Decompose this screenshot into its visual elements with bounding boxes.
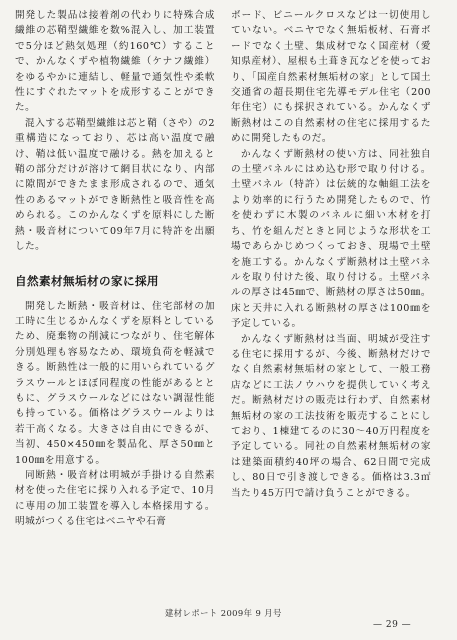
paragraph: 同断熱・吸音材は明城が手掛ける自然素材を使った住宅に採り入れる予定で、10月に専用の加工装置を導入し本格採用する。明城がつくる住宅はベニヤや石膏 bbox=[15, 469, 215, 528]
section-heading: 自然素材無垢材の家に採用 bbox=[15, 273, 159, 288]
paragraph: かんなくず断熱材は当面、明城が受注する住宅に採用するが、今後、断熱材だけでなく自然素材無垢材の家として、一般工務店などに工法ノウハウを提供していく考えだ。断熱材だけの販売は行わず、自然素材無垢材の家の工法技術を販売することにしており、1棟建てるのに30～40万円程度を予定している。同社の自然素材無垢材の家は建築面積約40坪の場合、62日間で完成し、80日で引き渡しできる。価格は3.3㎡当たり45万円で請け負うことができる。 bbox=[231, 333, 431, 499]
paragraph: 混入する芯鞘型繊維は芯と鞘（さや）の2重構造になっており、芯は高い温度で融け、鞘は低い温度で融ける。熱を加えると鞘の部分だけが溶けて網目状になり、内部に隙間ができたまま形成されるので、通気性のあるマットができ断熱性と吸音性を高められる。このかんなくずを原料にした断熱・吸音材について09年7月に特許を出願した。 bbox=[15, 117, 215, 253]
paragraph: かんなくず断熱材の使い方は、同社独自の土壁パネルにはめ込む形で取り付ける。土壁パネル（特許）は伝統的な軸組工法をより効率的に行うため開発したもので、竹を使わずに木製のパネルに細い木材を打ち、竹を組んだときと同じような形状を工場であらかじめつくっておき、現場で土壁を施工する。かんなくず断熱材は土壁パネルを取り付けた後、取り付ける。土壁パネルの厚さは45㎜で、断熱材の厚さは50㎜。床と天井に入れる断熱材の厚さは100㎜を予定している。 bbox=[231, 148, 431, 330]
page-number: — 29 — bbox=[373, 620, 412, 630]
journal-footer: 建材レポート 2009年 9 月号 bbox=[165, 608, 282, 618]
paragraph: ボード、ビニールクロスなどは一切使用していない。ベニヤでなく無垢板材、石膏ボードでなく土壁、集成材でなく国産材（愛知県産材）、屋根も土葺き瓦などを使っており、「国産自然素材無垢材の家」として国土交通省の超長期住宅先導モデル住宅（200年住宅）にも採択されている。かんなくず断熱材はこの自然素材の住宅に採用するために開発したものだ。 bbox=[231, 10, 431, 145]
paragraph: 開発した断熱・吸音材は、住宅部材の加工時に生じるかんなくずを原料としているため、廃棄物の削減につながり、住宅解体分別処理も容易なため、環境負荷を軽減できる。断熱性は一般的に用いられているグラスウールとほぼ同程度の性能があるとともに、グラスウールなどにはない調湿性能も持っている。価格はグラスウールよりは若干高くなる。大きさは自由にできるが、当初、450×450㎜を製品化、厚さ50㎜と100㎜を用意する。 bbox=[15, 300, 215, 466]
right-column bbox=[231, 8, 431, 501]
paragraph: 開発した製品は接着剤の代わりに特殊合成繊維の芯鞘型繊維を数%混入し、加工装置で5分ほど熱気処理（約160℃）することで、かんなくずや植物繊維（ケナフ繊維）をゆるやかに連結し、軽量で通気性や柔軟性にすぐれたマットを成形することができた。 bbox=[15, 10, 215, 114]
left-column bbox=[15, 8, 215, 530]
